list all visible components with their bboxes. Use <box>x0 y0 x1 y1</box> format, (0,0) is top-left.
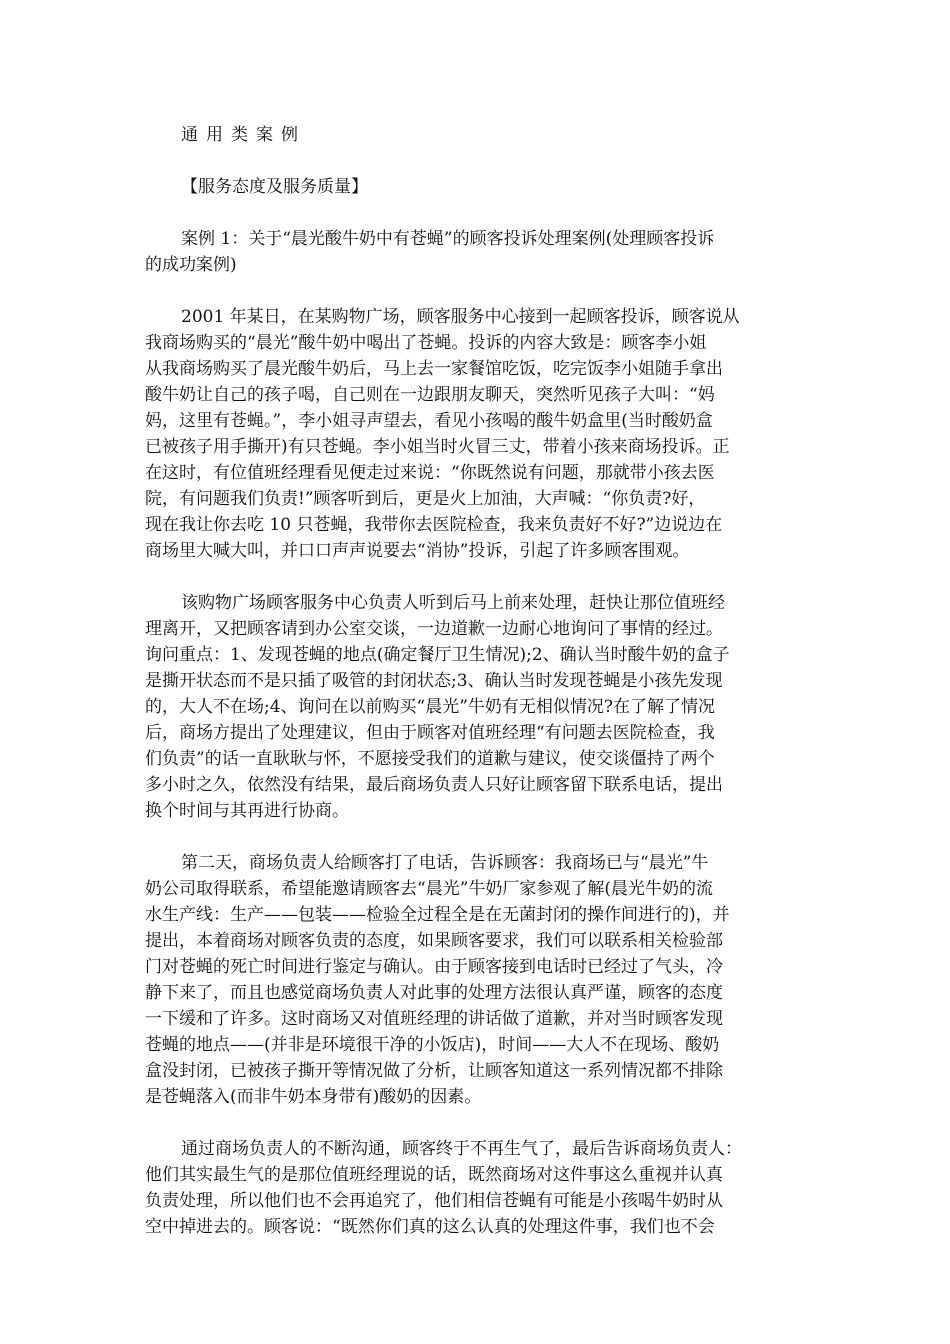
text-line: 妈，这里有苍蝇。”，李小姐寻声望去，看见小孩喝的酸牛奶盒里(当时酸奶盒 <box>145 411 713 431</box>
document-title: 通用类案例 <box>181 125 306 145</box>
text-line: 是撕开状态而不是只插了吸管的封闭状态;3、确认当时发现苍蝇是小孩先发现 <box>145 671 723 691</box>
text-line: 2001 年某日，在某购物广场，顾客服务中心接到一起顾客投诉，顾客说从 <box>181 307 740 327</box>
text-line: 提出，本着商场对顾客负责的态度，如果顾客要求，我们可以联系相关检验部 <box>145 931 723 951</box>
text-line: 商场里大喊大叫，并口口声声说要去“消协”投诉，引起了许多顾客围观。 <box>145 541 690 561</box>
text-line: 从我商场购买了晨光酸牛奶后，马上去一家餐馆吃饭，吃完饭李小姐随手拿出 <box>145 359 723 379</box>
text-line: 负责处理，所以他们也不会再追究了，他们相信苍蝇有可能是小孩喝牛奶时从 <box>145 1191 723 1211</box>
text-line: 奶公司取得联系，希望能邀请顾客去“晨光”牛奶厂家参观了解(晨光牛奶的流 <box>145 879 714 899</box>
text-line: 换个时间与其再进行协商。 <box>145 801 349 821</box>
text-line: 理离开，又把顾客请到办公室交谈，一边道歉一边耐心地询问了事情的经过。 <box>145 619 723 639</box>
text-line: 静下来了，而且也感觉商场负责人对此事的处理方法很认真严谨，顾客的态度 <box>145 983 723 1003</box>
text-line: 后，商场方提出了处理建议，但由于顾客对值班经理“有问题去医院检查，我 <box>145 723 715 743</box>
text-line: 多小时之久，依然没有结果，最后商场负责人只好让顾客留下联系电话，提出 <box>145 775 723 795</box>
paragraph <box>145 1136 805 1240</box>
text-line: 现在我让你去吃 10 只苍蝇，我带你去医院检查，我来负责好不好?”边说边在 <box>145 515 723 535</box>
text-line: 他们其实最生气的是那位值班经理说的话，既然商场对这件事这么重视并认真 <box>145 1165 723 1185</box>
section-heading: 【服务态度及服务质量】 <box>181 177 368 197</box>
text-line: 的，大人不在场;4、询问在以前购买“晨光”牛奶有无相似情况?在了解了情况 <box>145 697 716 717</box>
paragraph <box>145 590 805 824</box>
text-line: 在这时，有位值班经理看见便走过来说：“你既然说有问题，那就带小孩去医 <box>145 463 715 483</box>
text-line: 们负责”的话一直耿耿与怀，不愿接受我们的道歉与建议，使交谈僵持了两个 <box>145 749 715 769</box>
text-line: 门对苍蝇的死亡时间进行鉴定与确认。由于顾客接到电话时已经过了气头，冷 <box>145 957 723 977</box>
text-line: 苍蝇的地点——(并非是环境很干净的小饭店)，时间——大人不在现场、酸奶 <box>145 1035 720 1055</box>
text-line: 一下缓和了许多。这时商场又对值班经理的讲话做了道歉，并对当时顾客发现 <box>145 1009 723 1029</box>
text-line: 我商场购买的“晨光”酸牛奶中喝出了苍蝇。投诉的内容大致是：顾客李小姐 <box>145 333 707 353</box>
text-line: 已被孩子用手撕开)有只苍蝇。李小姐当时火冒三丈，带着小孩来商场投诉。正 <box>145 437 730 457</box>
paragraph <box>145 850 805 1110</box>
document-body <box>145 122 805 1240</box>
text-line: 盒没封闭，已被孩子撕开等情况做了分析，让顾客知道这一系列情况都不排除 <box>145 1061 723 1081</box>
text-line: 通过商场负责人的不断沟通，顾客终于不再生气了，最后告诉商场负责人： <box>181 1139 742 1159</box>
text-line: 水生产线：生产——包装——检验全过程全是在无菌封闭的操作间进行的)，并 <box>145 905 730 925</box>
text-line: 的成功案例) <box>145 255 237 275</box>
text-line: 空中掉进去的。顾客说：“既然你们真的这么认真的处理这件事，我们也不会 <box>145 1217 715 1237</box>
text-line: 案例 1：关于“晨光酸牛奶中有苍蝇”的顾客投诉处理案例(处理顾客投诉 <box>181 229 715 249</box>
text-line: 是苍蝇落入(而非牛奶本身带有)酸奶的因素。 <box>145 1087 482 1107</box>
paragraph-case-title <box>145 226 805 278</box>
text-line: 该购物广场顾客服务中心负责人听到后马上前来处理，赶快让那位值班经 <box>181 593 725 613</box>
paragraph <box>145 304 805 564</box>
text-line: 询问重点：1、发现苍蝇的地点(确定餐厅卫生情况);2、确认当时酸牛奶的盒子 <box>145 645 730 665</box>
text-line: 酸牛奶让自己的孩子喝，自己则在一边跟朋友聊天，突然听见孩子大叫：“妈 <box>145 385 715 405</box>
text-line: 第二天，商场负责人给顾客打了电话，告诉顾客：我商场已与“晨光”牛 <box>181 853 709 873</box>
text-line: 院，有问题我们负责!”顾客听到后，更是火上加油，大声喊：“你负责?好， <box>145 489 706 509</box>
